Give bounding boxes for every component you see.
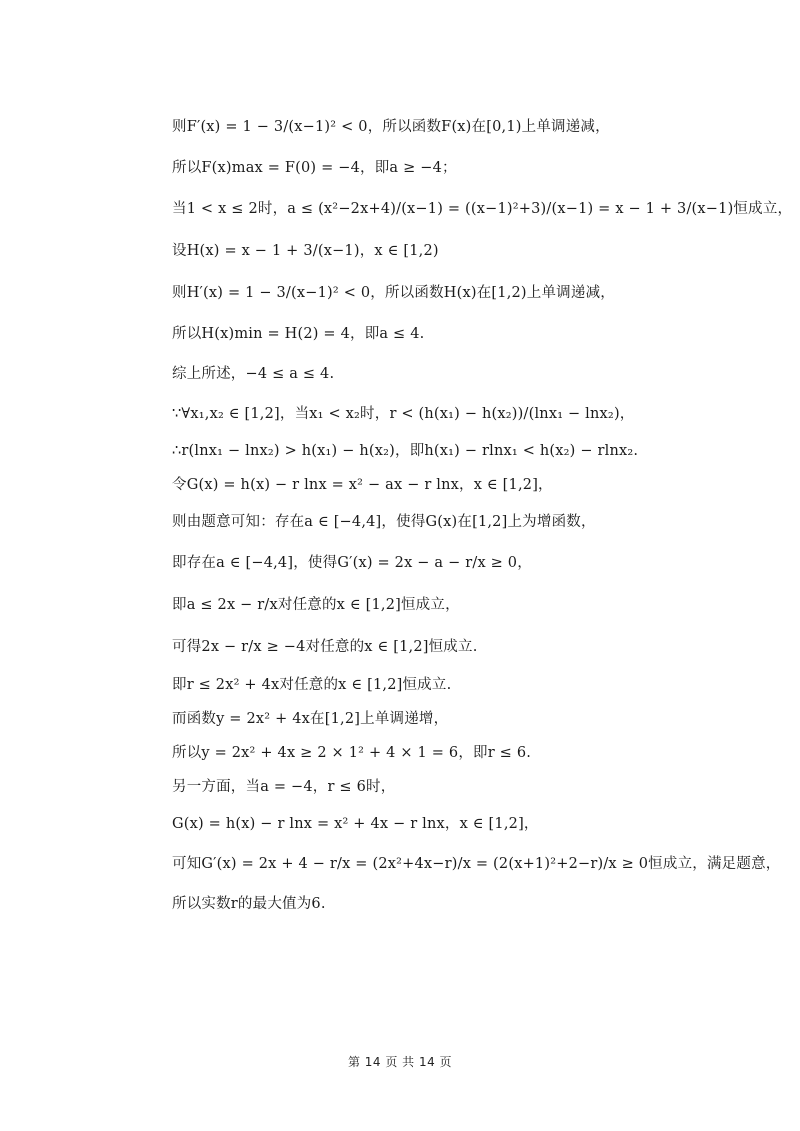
text-line: 设H(x) = x − 1 + 3/(x−1)，x ∈ [1,2) bbox=[172, 242, 439, 259]
text-line: 则F′(x) = 1 − 3/(x−1)² < 0，所以函数F(x)在[0,1)上单调递减， bbox=[172, 118, 610, 135]
text-line: 所以F(x)max = F(0) = −4，即a ≥ −4； bbox=[172, 159, 457, 176]
text-line: 即a ≤ 2x − r/x对任意的x ∈ [1,2]恒成立， bbox=[172, 596, 460, 613]
text-line: 令G(x) = h(x) − r lnx = x² − ax − r lnx，x ∈ [1,2]， bbox=[172, 476, 553, 493]
text-line: 则由题意可知：存在a ∈ [−4,4]，使得G(x)在[1,2]上为增函数， bbox=[172, 513, 596, 530]
text-line: 即存在a ∈ [−4,4]，使得G′(x) = 2x − a − r/x ≥ 0， bbox=[172, 554, 532, 571]
text-line: 所以实数r的最大值为6. bbox=[172, 895, 326, 912]
text-line: 可知G′(x) = 2x + 4 − r/x = (2x²+4x−r)/x = (2(x+1)²+2−r)/x ≥ 0恒成立，满足题意， bbox=[172, 855, 781, 872]
text-line: 所以H(x)min = H(2) = 4，即a ≤ 4. bbox=[172, 325, 425, 342]
text-line: 另一方面，当a = −4，r ≤ 6时， bbox=[172, 778, 396, 795]
text-line: 综上所述，−4 ≤ a ≤ 4. bbox=[172, 365, 335, 382]
page-footer: 第 14 页 共 14 页 bbox=[347, 1055, 453, 1069]
text-line: 当1 < x ≤ 2时，a ≤ (x²−2x+4)/(x−1) = ((x−1)²+3)/(x−1) = x − 1 + 3/(x−1)恒成立， bbox=[172, 200, 793, 217]
text-line: ∵∀x₁,x₂ ∈ [1,2]，当x₁ < x₂时，r < (h(x₁) − h(x₂))/(lnx₁ − lnx₂)， bbox=[172, 405, 635, 422]
text-line: 而函数y = 2x² + 4x在[1,2]上单调递增， bbox=[172, 710, 449, 727]
text-line: 则H′(x) = 1 − 3/(x−1)² < 0，所以函数H(x)在[1,2)上单调递减， bbox=[172, 284, 615, 301]
text-line: G(x) = h(x) − r lnx = x² + 4x − r lnx，x ∈ [1,2]， bbox=[172, 815, 539, 832]
text-line: 可得2x − r/x ≥ −4对任意的x ∈ [1,2]恒成立. bbox=[172, 638, 478, 655]
text-line: ∴r(lnx₁ − lnx₂) > h(x₁) − h(x₂)，即h(x₁) − rlnx₁ < h(x₂) − rlnx₂. bbox=[172, 442, 639, 459]
text-line: 即r ≤ 2x² + 4x对任意的x ∈ [1,2]恒成立. bbox=[172, 676, 452, 693]
text-line: 所以y = 2x² + 4x ≥ 2 × 1² + 4 × 1 = 6，即r ≤ 6. bbox=[172, 744, 532, 761]
solution-text bbox=[172, 104, 793, 922]
